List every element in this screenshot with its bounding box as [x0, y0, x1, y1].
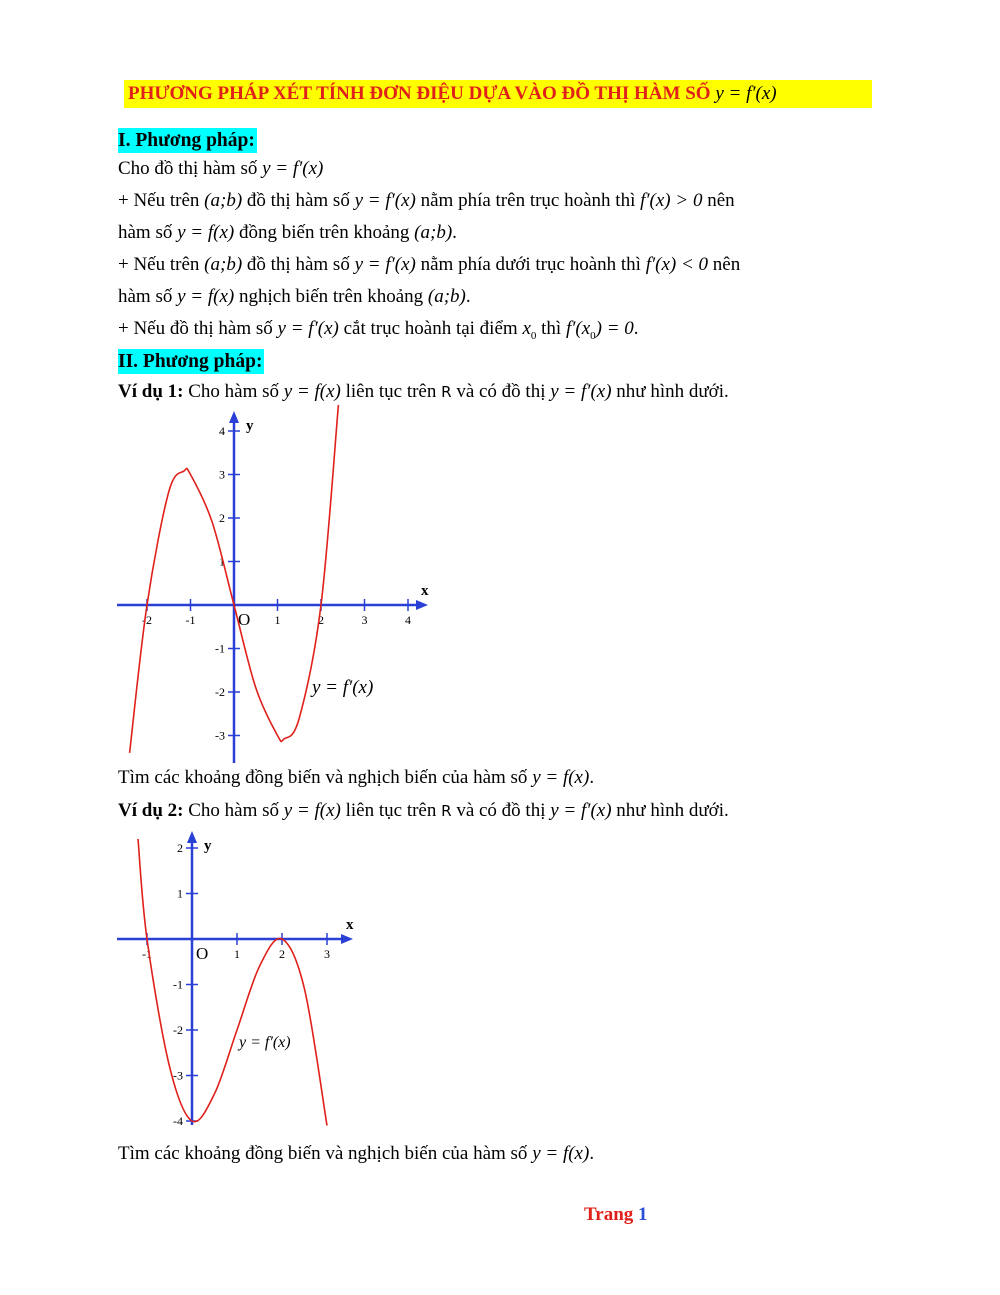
x-tick-label: 3: [361, 613, 368, 627]
x-tick-label: 1: [234, 947, 240, 961]
x-tick-label: -1: [185, 613, 196, 627]
y-tick-label: -2: [173, 1023, 183, 1037]
example-1-question: Tìm các khoảng đồng biến và nghịch biến của hàm số y = f(x).: [118, 767, 595, 788]
title-text: PHƯƠNG PHÁP XÉT TÍNH ĐƠN ĐIỆU DỰA VÀO ĐỒ THỊ HÀM SỐ: [128, 83, 711, 104]
page-title: [124, 80, 872, 108]
graph-2: [112, 828, 362, 1143]
x-axis-label: x: [346, 917, 354, 933]
y-axis-label: y: [204, 838, 212, 854]
y-axis-label: y: [246, 418, 254, 434]
y-tick-label: -3: [173, 1068, 183, 1083]
graph-1: [112, 408, 442, 763]
intro-line: Cho đồ thị hàm số y = f′(x): [118, 158, 324, 179]
curve-label: y = f′(x): [239, 1034, 291, 1051]
y-tick-label: 1: [177, 886, 183, 901]
y-tick-label: -1: [215, 641, 225, 656]
rule-1-line-2: hàm số y = f(x) đồng biến trên khoảng (a;b).: [118, 222, 457, 243]
example-2-question: Tìm các khoảng đồng biến và nghịch biến của hàm số y = f(x).: [118, 1143, 595, 1164]
origin-label: O: [196, 944, 209, 963]
y-axis-arrow: [187, 831, 197, 843]
rule-2-line-2: hàm số y = f(x) nghịch biến trên khoảng (a;b).: [118, 286, 471, 307]
y-axis-arrow: [229, 411, 239, 423]
x-axis-label: x: [421, 583, 429, 599]
rule-2-line-1: + Nếu trên (a;b) đồ thị hàm số y = f′(x) nằm phía dưới trục hoành thì f′(x) < 0 nên: [118, 254, 741, 275]
y-tick-label: 4: [219, 424, 225, 438]
rule-3-line: + Nếu đồ thị hàm số y = f′(x) cắt trục hoành tại điểm $x_0$ thì $f'(x_0) = 0$.: [118, 318, 639, 342]
function-curve: [138, 839, 327, 1126]
origin-label: O: [238, 610, 251, 629]
x-tick-label: 1: [274, 613, 281, 627]
x-axis-arrow: [341, 934, 353, 944]
x-tick-label: 2: [279, 947, 285, 961]
example-1-statement: Ví dụ 1: Cho hàm số y = f(x) liên tục trên R và có đồ thị y = f′(x) như hình dưới.: [118, 381, 729, 402]
y-tick-label: 2: [177, 841, 183, 855]
y-tick-label: 3: [219, 467, 225, 482]
footer-label: Trang: [584, 1204, 634, 1225]
y-tick-label: 1: [219, 554, 225, 569]
section-1-heading: I. Phương pháp:: [118, 130, 255, 151]
example-2-statement: Ví dụ 2: Cho hàm số y = f(x) liên tục trên R và có đồ thị y = f′(x) như hình dưới.: [118, 800, 729, 821]
y-tick-label: 2: [219, 511, 225, 525]
section-2-heading: II. Phương pháp:: [118, 351, 263, 372]
x-tick-label: -2: [142, 613, 152, 627]
y-tick-label: -3: [215, 728, 225, 743]
x-tick-label: 3: [324, 947, 330, 961]
x-axis-arrow: [416, 600, 428, 610]
rule-1-line-1: + Nếu trên (a;b) đồ thị hàm số y = f′(x) nằm phía trên trục hoành thì f′(x) > 0 nên: [118, 190, 735, 211]
x-tick-label: 4: [405, 613, 411, 627]
page-footer: [584, 1204, 648, 1226]
footer-page-number: 1: [638, 1204, 648, 1225]
y-tick-label: -2: [215, 685, 225, 699]
x-tick-label: -1: [142, 947, 152, 961]
curve-label: y = f′(x): [312, 677, 374, 698]
y-tick-label: -4: [173, 1114, 183, 1128]
x-tick-label: 2: [318, 613, 324, 627]
y-tick-label: -1: [173, 977, 183, 992]
title-formula: y = f′(x): [715, 83, 777, 104]
